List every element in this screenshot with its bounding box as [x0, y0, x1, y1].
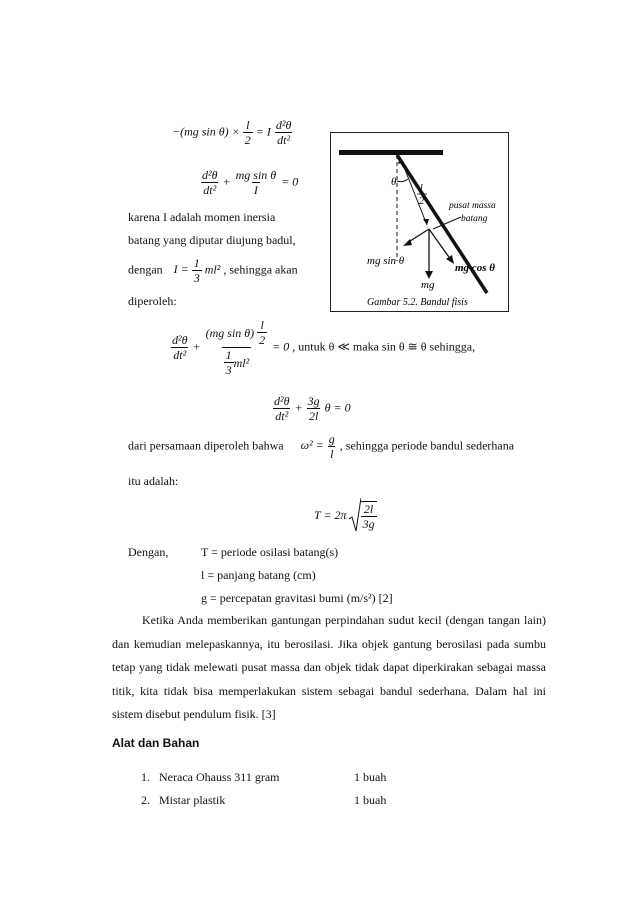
- equation-substituted: $\frac{\text{d²θ}}{\text{dt²}}$ + (mg sin θ) $\frac{l}{2}$ $\frac{1}{3}$ ml² = 0 , untuk θ ≪ maka sin θ ≅ θ sehingga,: [172, 318, 476, 377]
- list-item: 1. Neraca Ohauss 311 gram 1 buah: [141, 770, 387, 784]
- equation-period: T = 2π $\frac{2l}{3g}$: [314, 497, 377, 533]
- eq1-lhs: −(mg sin θ) ×: [172, 124, 240, 139]
- definition-g: g = percepatan gravitasi bumi (m/s²) [2]: [201, 591, 393, 605]
- mg-sin-label: mg sin θ: [367, 255, 405, 267]
- theta-label: θ: [391, 176, 397, 188]
- definition-l: l = panjang batang (cm): [201, 568, 316, 582]
- text-itu-adalah: itu adalah:: [128, 474, 179, 488]
- half-den-label: 2: [419, 196, 424, 207]
- equation-torque: −(mg sin θ) × $\frac{l}{2}$ = I $\frac{\text{d²θ}}{\text{dt²}}$: [172, 118, 292, 147]
- figure-caption: Gambar 5.2. Bandul fisis: [367, 297, 468, 308]
- list-item: 2. Mistar plastik 1 buah: [141, 793, 387, 807]
- equation-small-angle: $\frac{\text{d²θ}}{\text{dt²}}$ + $\frac{3g}{2l}$ θ = 0: [274, 394, 351, 423]
- omega-line: dari persamaan diperoleh bahwa ω² = $\frac{g}{l}$ , sehingga periode bandul sederhana: [128, 432, 515, 461]
- section-heading: Alat dan Bahan: [112, 736, 200, 750]
- theta-arc: [397, 179, 408, 182]
- equation-motion: $\frac{\text{d²θ}}{\text{dt²}}$ + $\frac{\text{mg sin θ}}{I}$ = 0: [202, 168, 299, 197]
- equation-inertia: dengan I = $\frac{1}{3}$ ml² , sehingga akan: [128, 256, 298, 285]
- text-karena-line1: karena I adalah momen inersia: [128, 210, 276, 224]
- sqrt-sign: [349, 497, 361, 533]
- mg-label: mg: [421, 279, 435, 291]
- mg-cos-label: mg cos θ: [455, 262, 495, 274]
- pusat-massa-label: pusat massa: [449, 201, 496, 211]
- batang-label: batang: [461, 214, 488, 224]
- pendulum-diagram: [331, 133, 508, 311]
- paragraph-physical-pendulum: Ketika Anda memberikan gantungan perpindahan sudut kecil (dengan tangan lain) dan kemudian melepaskannya, itu berosilasi. Jika objek gantung berosilasi pada sumbu tetap yang tidak melewati pusat massa dan objek tidak dapat diperkirakan sebagai massa titik, kita tidak bisa memperlakukan sistem sebagai bandul sederhana. Dalam hal ini sistem disebut pendulum fisik. [3]: [112, 613, 546, 721]
- physical-pendulum-figure: [330, 132, 509, 312]
- ceiling-bar: [339, 150, 443, 155]
- text-diperoleh: diperoleh:: [128, 294, 177, 308]
- half-num-label: l: [420, 183, 423, 194]
- definition-T: T = periode osilasi batang(s): [201, 545, 339, 559]
- text-karena-line2: batang yang diputar diujung badul,: [128, 233, 296, 247]
- half-length-arrow: [400, 157, 427, 225]
- dengan-label: Dengan,: [128, 545, 169, 559]
